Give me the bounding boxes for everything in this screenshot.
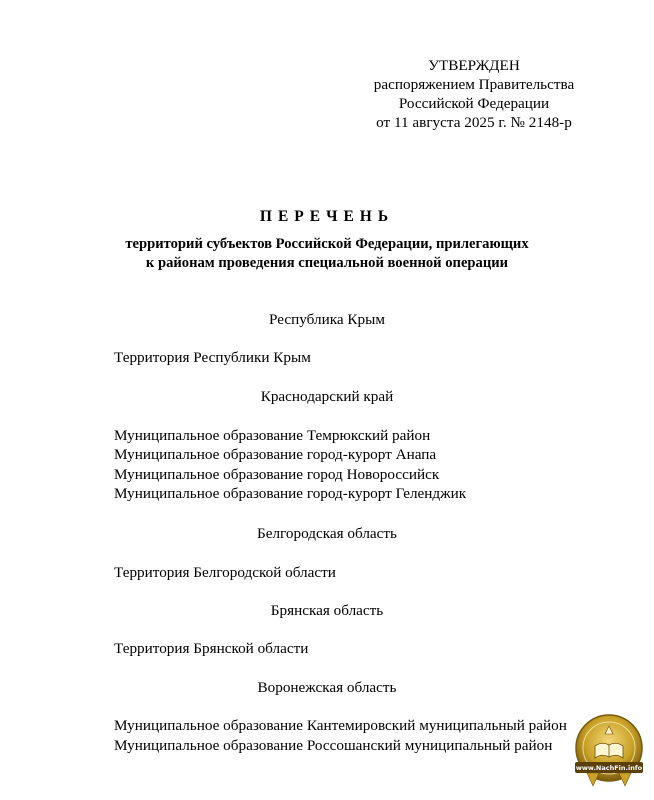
document-title: ПЕРЕЧЕНЬ [259,208,395,225]
list-item: Территория Брянской области [114,640,309,657]
approval-stamp [330,56,618,132]
list-item: Территория Республики Крым [114,349,311,366]
subtitle-line: территорий субъектов Российской Федерации, прилегающих [125,236,529,252]
region-heading: Белгородская область [257,525,397,542]
approval-line: распоряжением Правительства [373,76,575,93]
watermark-text: www.NachFin.info [575,764,643,772]
region-heading: Краснодарский край [260,388,394,405]
approval-line: Российской Федерации [398,95,550,112]
list-item: Муниципальное образование город-курорт Анапа [114,446,437,463]
subtitle-line: к районам проведения специальной военной операции [145,255,509,271]
list-item: Муниципальное образование город Новороссийск [114,466,440,483]
list-item: Муниципальное образование Кантемировский муниципальный район [114,717,567,734]
approval-heading: УТВЕРЖДЕН [428,57,520,74]
list-item: Муниципальное образование Темрюкский район [114,427,431,444]
approval-date: от 11 августа 2025 г. № 2148-р [376,114,572,131]
region-heading: Воронежская область [257,679,397,696]
list-item: Муниципальное образование Россошанский муниципальный район [114,737,553,754]
region-heading: Брянская область [270,602,384,619]
region-heading: Республика Крым [269,311,385,328]
list-item: Муниципальное образование город-курорт Геленджик [114,485,467,502]
watermark-seal-icon [573,712,645,792]
document-subtitle [0,235,654,273]
list-item: Территория Белгородской области [114,564,336,581]
